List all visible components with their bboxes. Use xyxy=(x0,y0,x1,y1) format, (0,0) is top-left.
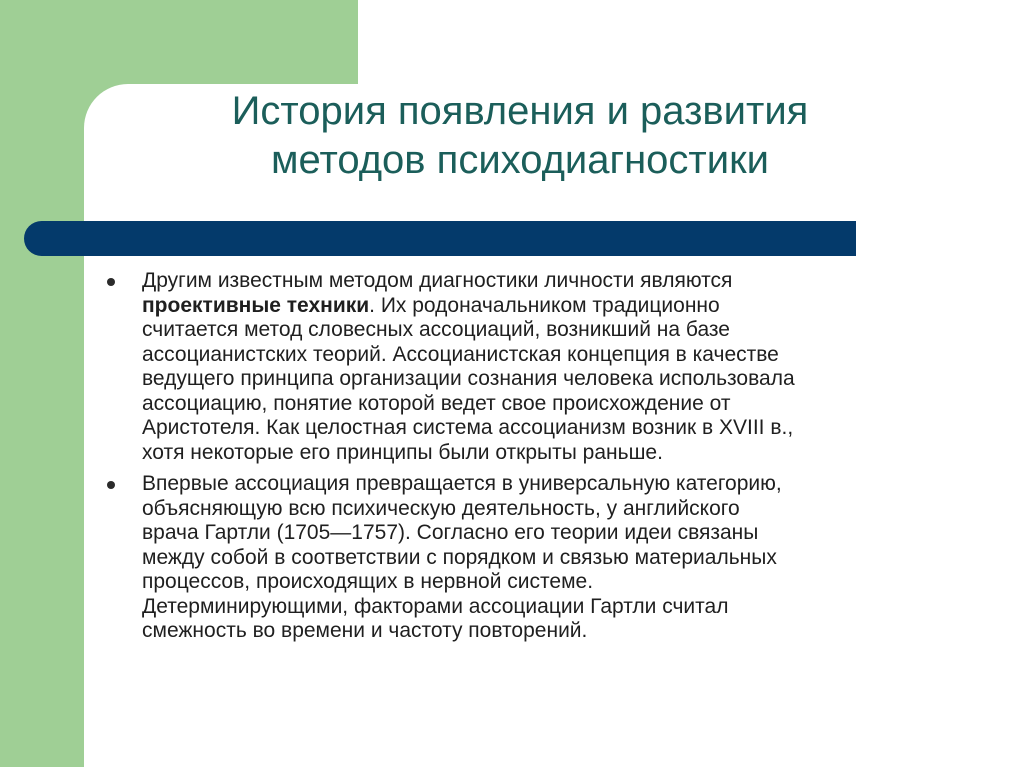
bullet-list xyxy=(100,269,970,651)
bullet-1-line-8: хотя некоторые его принципы были открыты раньше. xyxy=(142,440,663,464)
bullet-1-line-2 xyxy=(142,294,970,319)
title-line-1: История появления и развития xyxy=(231,89,809,133)
bullet-2-line-6: Детерминирующими, факторами ассоциации Гартли считал xyxy=(142,594,729,618)
bullet-1-line-1: Другим известным методом диагностики личности являются xyxy=(142,269,733,292)
bold-term: проективные техники xyxy=(142,293,370,317)
bullet-dot-icon xyxy=(107,481,115,489)
bullet-item-hartley-association xyxy=(100,472,970,644)
bullet-2-line-4: между собой в соответствии с порядком и связью материальных xyxy=(142,545,777,569)
bullet-2-line-5: процессов, происходящих в нервной системе. xyxy=(142,570,594,593)
bullet-1-line-2-rest: . Их родоначальником традиционно xyxy=(369,293,720,317)
slide-title xyxy=(140,87,900,185)
bullet-1-line-6: ассоциацию, понятие которой ведет свое происхождение от xyxy=(142,391,731,415)
bullet-1-line-4: ассоцианистских теорий. Ассоцианистская концепция в качестве xyxy=(142,342,779,366)
bullet-dot-icon xyxy=(107,278,115,286)
bullet-item-projective-techniques xyxy=(100,269,970,465)
bullet-1-line-3: считается метод словесных ассоциаций, возникший на базе xyxy=(142,318,730,341)
title-divider-bar xyxy=(24,221,856,256)
bullet-2-line-2: объясняющую всю психическую деятельность, у английского xyxy=(142,496,740,520)
bullet-2-line-1: Впервые ассоциация превращается в универсальную категорию, xyxy=(142,472,782,495)
title-line-2: методов психодиагностики xyxy=(271,138,769,182)
bullet-1-line-5: ведущего принципа организации сознания человека использовала xyxy=(142,367,795,390)
bullet-1-line-7: Аристотеля. Как целостная система ассоцианизм возник в XVIII в., xyxy=(142,416,794,439)
bullet-2-line-7: смежность во времени и частоту повторений. xyxy=(142,619,588,642)
bullet-2-line-3: врача Гартли (1705—1757). Согласно его теории идеи связаны xyxy=(142,521,759,544)
